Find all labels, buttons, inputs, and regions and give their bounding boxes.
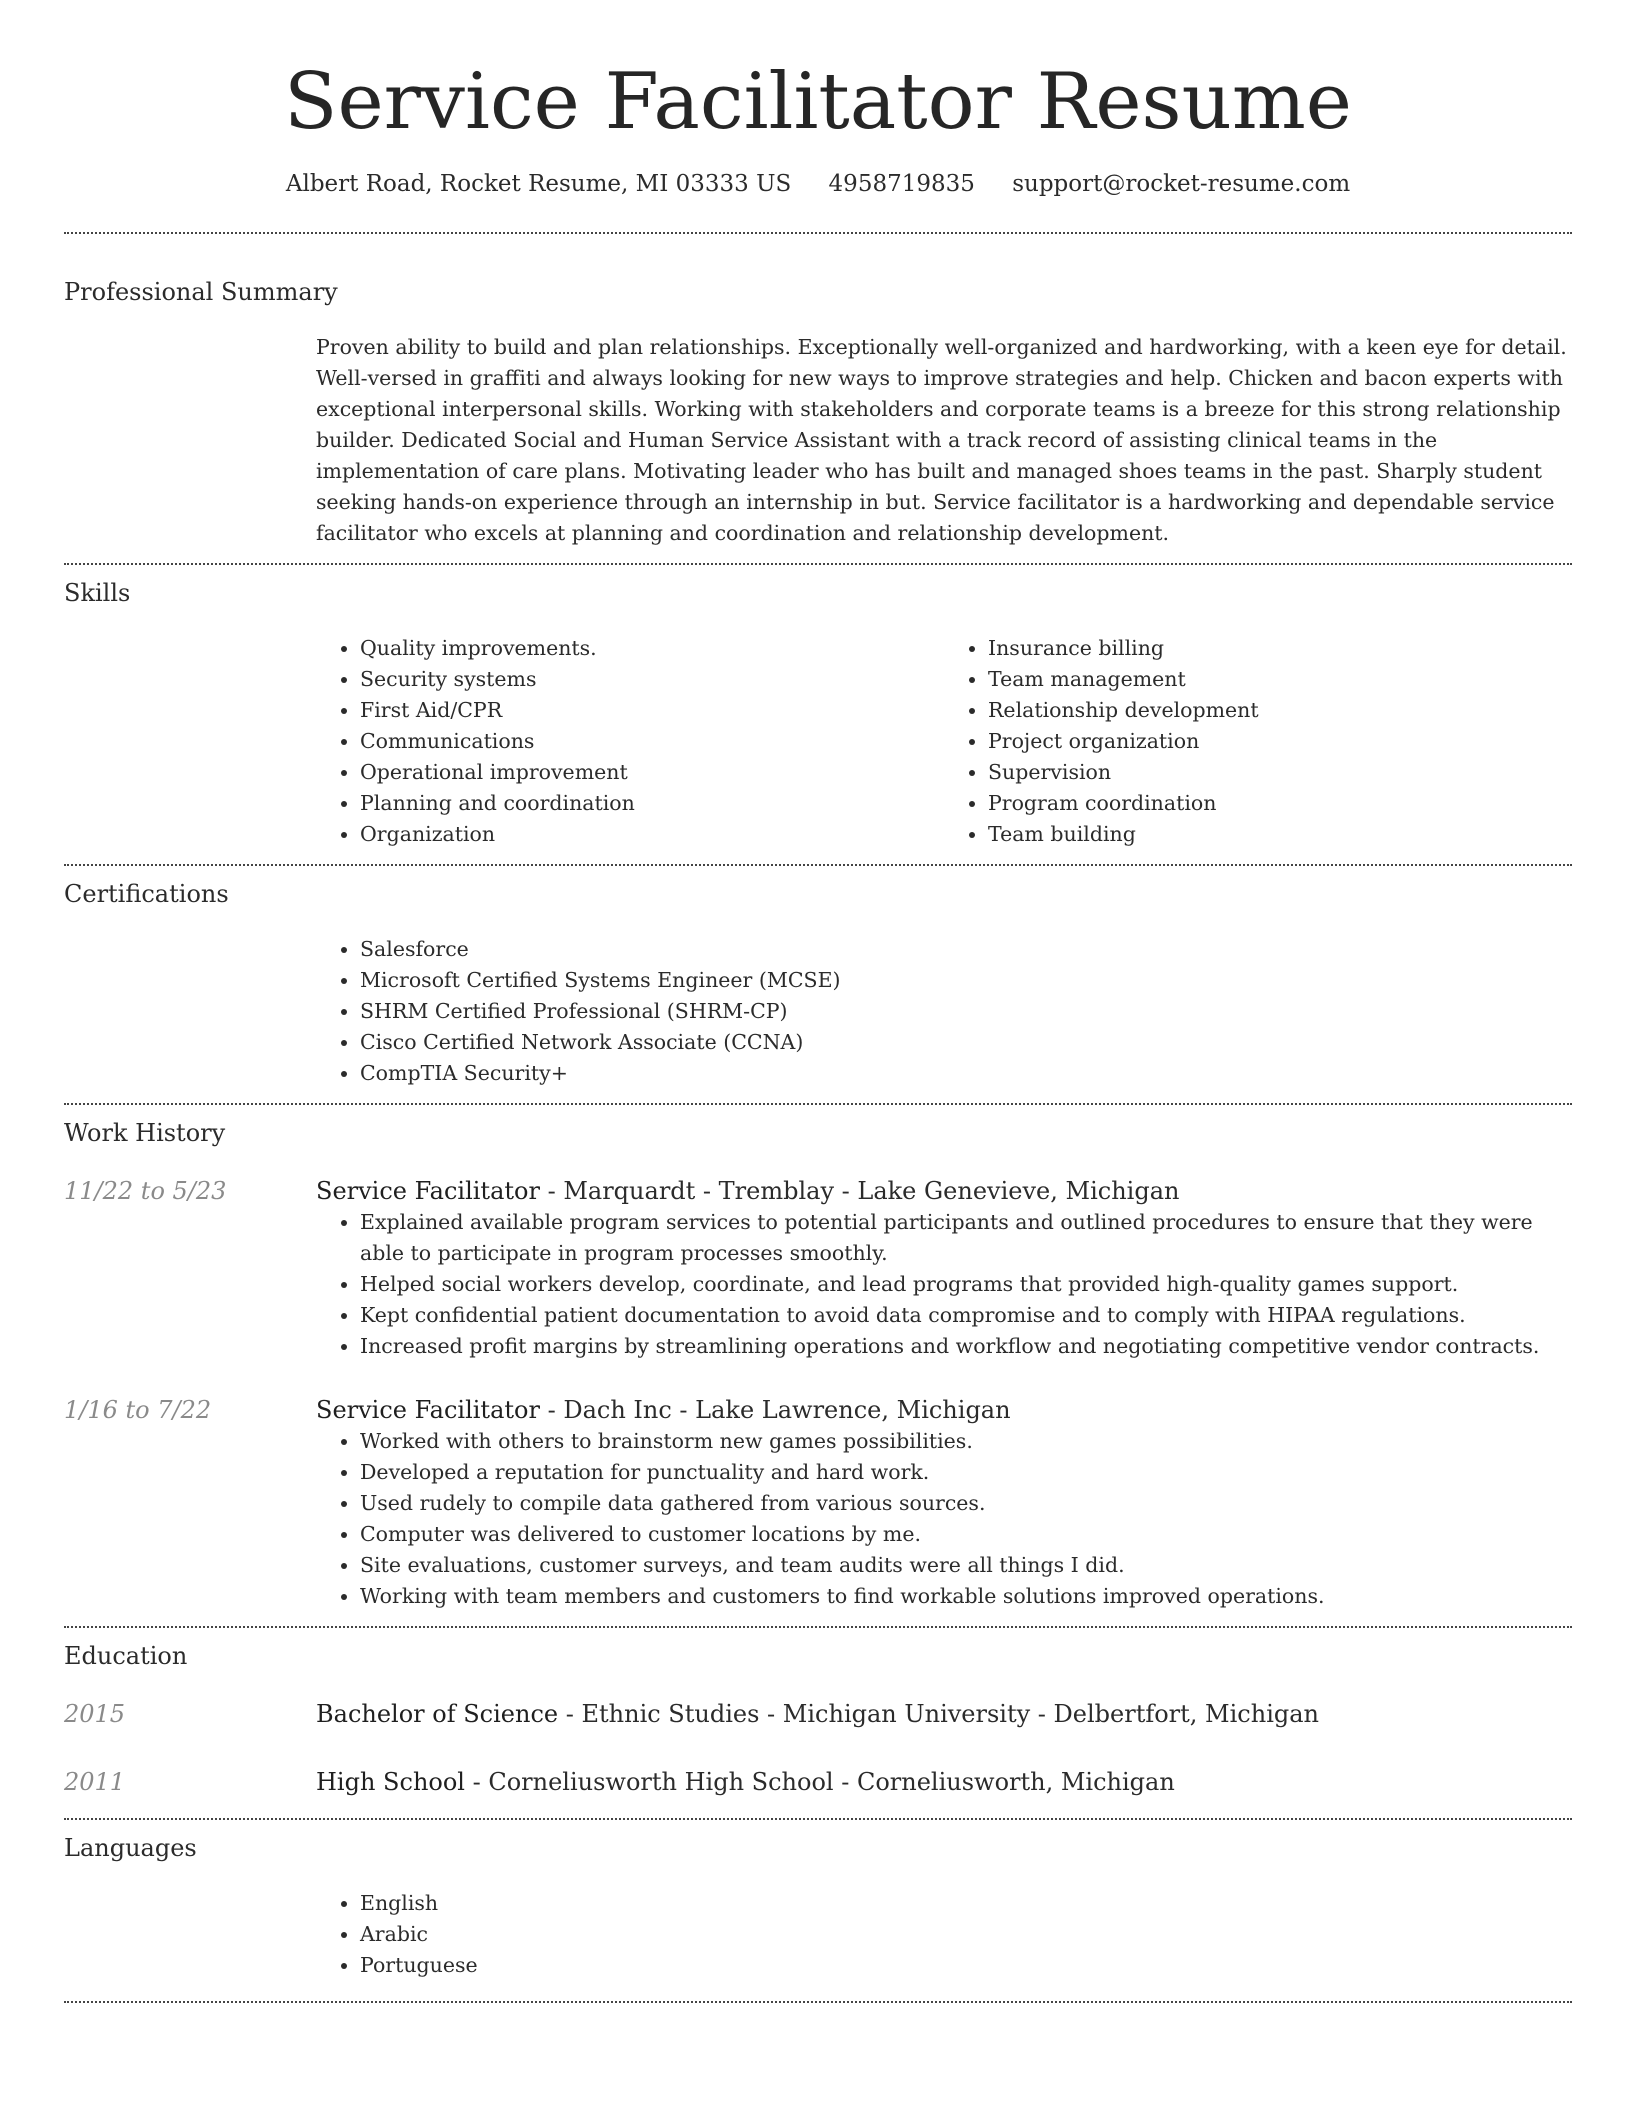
section-title-skills: Skills (64, 579, 131, 607)
skill-item: • Planning and coordination (360, 788, 944, 819)
certifications-section (64, 878, 1572, 1089)
language-item: • Portuguese (360, 1950, 1572, 1981)
education-heading: Bachelor of Science - Ethnic Studies - Michigan University - Delbertfort, Michigan (316, 1700, 1320, 1728)
certifications-list (316, 934, 1572, 1089)
education-location: Delbertfort, Michigan (1053, 1700, 1320, 1728)
education-field: Ethnic Studies (581, 1700, 760, 1728)
skill-item: • Relationship development (988, 695, 1572, 726)
language-item: • Arabic (360, 1919, 1572, 1950)
divider (64, 1626, 1572, 1628)
job-bullet: • Worked with others to brainstorm new games possibilities. (360, 1426, 1572, 1457)
summary-section (64, 276, 1572, 549)
language-item: • English (360, 1888, 1572, 1919)
job-company: Dach Inc (563, 1396, 672, 1424)
education-heading: High School - Corneliusworth High School - Corneliusworth, Michigan (316, 1768, 1175, 1796)
job-bullet: • Increased profit margins by streamlining operations and workflow and negotiating competitive vendor contracts. (360, 1331, 1572, 1362)
education-section (64, 1640, 1572, 1798)
skill-item: • Organization (360, 819, 944, 850)
job-bullet: • Kept confidential patient documentation to avoid data compromise and to comply with HIPAA regulations. (360, 1300, 1572, 1331)
education-school: Corneliusworth High School (488, 1768, 834, 1796)
skill-item: • Project organization (988, 726, 1572, 757)
resume-page (64, 0, 1572, 2003)
skill-item: • Communications (360, 726, 944, 757)
certification-item: • Cisco Certified Network Associate (CCNA) (360, 1027, 1572, 1058)
education-location: Corneliusworth, Michigan (856, 1768, 1175, 1796)
education-entry (64, 1766, 1572, 1798)
job-heading: Service Facilitator - Marquardt - Tremblay - Lake Genevieve, Michigan (316, 1177, 1180, 1205)
job-role: Service Facilitator (316, 1396, 540, 1424)
contact-address: Albert Road, Rocket Resume, MI 03333 US (285, 171, 792, 197)
job-bullets (316, 1426, 1572, 1612)
languages-list (316, 1888, 1572, 1981)
job-dates: 1/16 to 7/22 (64, 1396, 212, 1424)
certification-item: • CompTIA Security+ (360, 1058, 1572, 1089)
education-year: 2011 (64, 1768, 126, 1796)
skill-item: • Team management (988, 664, 1572, 695)
job-heading: Service Facilitator - Dach Inc - Lake Lawrence, Michigan (316, 1396, 1011, 1424)
skills-section (64, 577, 1572, 850)
contact-line (64, 168, 1572, 200)
section-title-languages: Languages (64, 1834, 197, 1862)
job-body (316, 1175, 1572, 1362)
work-history-section (64, 1117, 1572, 1612)
job-bullets (316, 1207, 1572, 1362)
certification-item: • Microsoft Certified Systems Engineer (MCSE) (360, 965, 1572, 996)
job-bullet: • Working with team members and customers to find workable solutions improved operations. (360, 1581, 1572, 1612)
section-title-summary: Professional Summary (64, 278, 338, 306)
job-dates: 11/22 to 5/23 (64, 1177, 227, 1205)
job-bullet: • Computer was delivered to customer locations by me. (360, 1519, 1572, 1550)
job-entry (64, 1394, 1572, 1612)
job-entry (64, 1175, 1572, 1362)
skill-item: • Supervision (988, 757, 1572, 788)
certification-item: • SHRM Certified Professional (SHRM-CP) (360, 996, 1572, 1027)
divider (64, 563, 1572, 565)
skill-item: • First Aid/CPR (360, 695, 944, 726)
skill-item: • Quality improvements. (360, 633, 944, 664)
summary-content (316, 332, 1572, 549)
job-location: Lake Genevieve, Michigan (857, 1177, 1180, 1205)
contact-email: support@rocket-resume.com (1012, 171, 1351, 197)
summary-text: Proven ability to build and plan relationships. Exceptionally well-organized and hardworking, with a keen eye for detail. Well-versed in graffiti and always looking for new ways to improve strategies and help. Chicken and bacon experts with exceptional interpersonal skills. Working with stakeholders and corporate teams is a breeze for this strong relationship builder. Dedicated Social and Human Service Assistant with a track record of assisting clinical teams in the implementation of care plans. Motivating leader who has built and managed shoes teams in the past. Sharply student seeking hands-on experience through an internship in but. Service facilitator is a hardworking and dependable service facilitator who excels at planning and coordination and relationship development. (316, 335, 1567, 545)
job-role: Service Facilitator (316, 1177, 540, 1205)
job-bullet: • Developed a reputation for punctuality and hard work. (360, 1457, 1572, 1488)
job-bullet: • Used rudely to compile data gathered from various sources. (360, 1488, 1572, 1519)
section-title-certifications: Certifications (64, 880, 229, 908)
skills-list-left (316, 633, 944, 850)
languages-section (64, 1832, 1572, 1981)
page-title: Service Facilitator Resume (284, 57, 1352, 147)
job-bullet: • Explained available program services to potential participants and outlined procedures to ensure that they were able to participate in program processes smoothly. (360, 1207, 1572, 1269)
section-title-work: Work History (64, 1119, 226, 1147)
divider (64, 864, 1572, 866)
contact-phone: 4958719835 (828, 171, 975, 197)
divider (64, 1103, 1572, 1105)
skill-item: • Operational improvement (360, 757, 944, 788)
certifications-content (316, 934, 1572, 1089)
education-degree: Bachelor of Science (316, 1700, 559, 1728)
skills-list-right (944, 633, 1572, 850)
education-school: Michigan University (782, 1700, 1031, 1728)
divider (64, 2001, 1572, 2003)
skill-item: • Program coordination (988, 788, 1572, 819)
languages-content (316, 1888, 1572, 1981)
job-body (316, 1394, 1572, 1612)
job-bullet: • Site evaluations, customer surveys, and team audits were all things I did. (360, 1550, 1572, 1581)
section-title-education: Education (64, 1642, 188, 1670)
education-year: 2015 (64, 1700, 126, 1728)
education-entry (64, 1698, 1572, 1730)
certification-item: • Salesforce (360, 934, 1572, 965)
skill-item: • Insurance billing (988, 633, 1572, 664)
divider (64, 232, 1572, 234)
job-company: Marquardt - Tremblay (563, 1177, 835, 1205)
job-location: Lake Lawrence, Michigan (695, 1396, 1011, 1424)
education-degree: High School (316, 1768, 465, 1796)
skill-item: • Security systems (360, 664, 944, 695)
skills-content (316, 633, 1572, 850)
job-bullet: • Helped social workers develop, coordinate, and lead programs that provided high-quality games support. (360, 1269, 1572, 1300)
divider (64, 1818, 1572, 1820)
skill-item: • Team building (988, 819, 1572, 850)
